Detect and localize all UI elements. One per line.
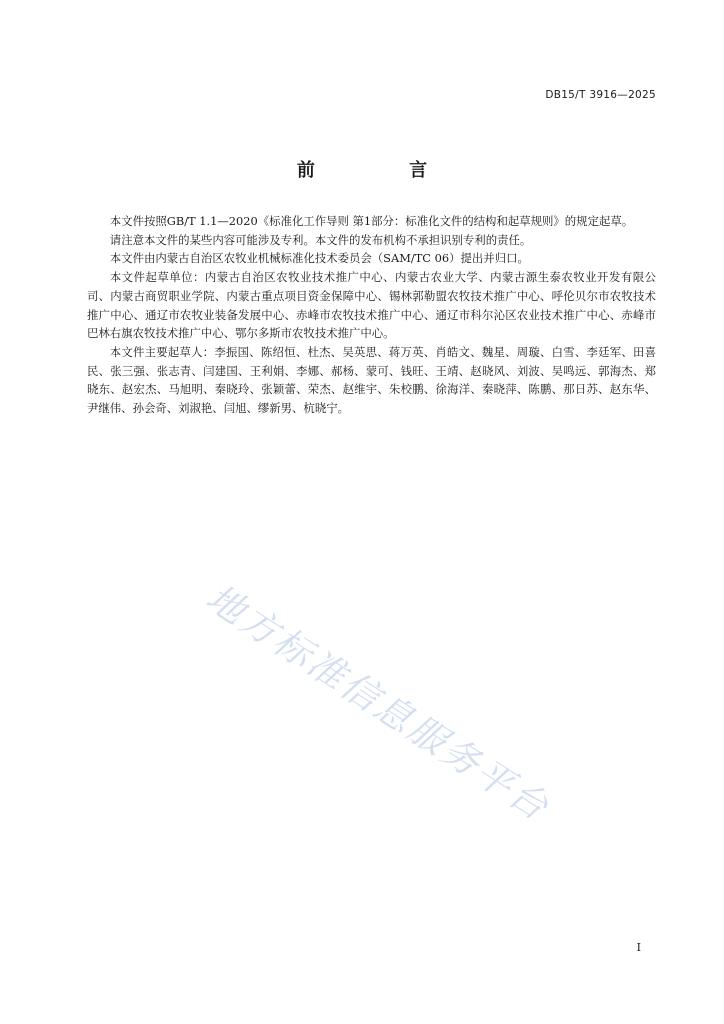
page-number: I bbox=[636, 941, 641, 954]
foreword-content bbox=[87, 212, 656, 418]
paragraph-proposer: 本文件由内蒙古自治区农牧业机械标准化技术委员会（SAM/TC 06）提出并归口。 bbox=[109, 251, 529, 266]
document-code: DB15/T 3916—2025 bbox=[545, 89, 656, 101]
paragraph-drafters: 本文件主要起草人：李振国、陈绍恒、杜杰、吴英思、蒋万英、肖皓文、魏星、周璇、白雪、李廷军、田喜民、张三强、张志青、闫建国、王利娟、李娜、郝杨、蒙可、钱旺、王靖、赵晓风、刘波、吴鸣远、郭海杰、郑晓东、赵宏杰、马旭明、秦晓玲、张颖蕾、荣杰、赵维宇、朱校鹏、徐海洋、秦晓萍、陈鹏、那日苏、赵东华、尹继伟、孙会奇、刘淑艳、闫旭、缪新男、杭晓宁。 bbox=[87, 344, 656, 416]
paragraph-drafting-units: 本文件起草单位：内蒙古自治区农牧业技术推广中心、内蒙古农业大学、内蒙古源生泰农牧业开发有限公司、内蒙古商贸职业学院、内蒙古重点项目资金保障中心、锡林郭勒盟农牧技术推广中心、呼伦贝尔市农牧技术推广中心、通辽市农牧业装备发展中心、赤峰市农牧技术推广中心、通辽市科尔沁区农业技术推广中心、赤峰市巴林右旗农牧技术推广中心、鄂尔多斯市农牧技术推广中心。 bbox=[87, 270, 656, 341]
paragraph-drafting-rules: 本文件按照GB/T 1.1—2020《标准化工作导则 第1部分：标准化文件的结构和起草规则》的规定起草。 bbox=[109, 214, 634, 228]
page-title: 前 言 bbox=[296, 160, 472, 181]
watermark: 地方标准信息服务平台 bbox=[198, 575, 558, 830]
paragraph-patent-notice: 请注意本文件的某些内容可能涉及专利。本文件的发布机构不承担识别专利的责任。 bbox=[109, 232, 532, 247]
